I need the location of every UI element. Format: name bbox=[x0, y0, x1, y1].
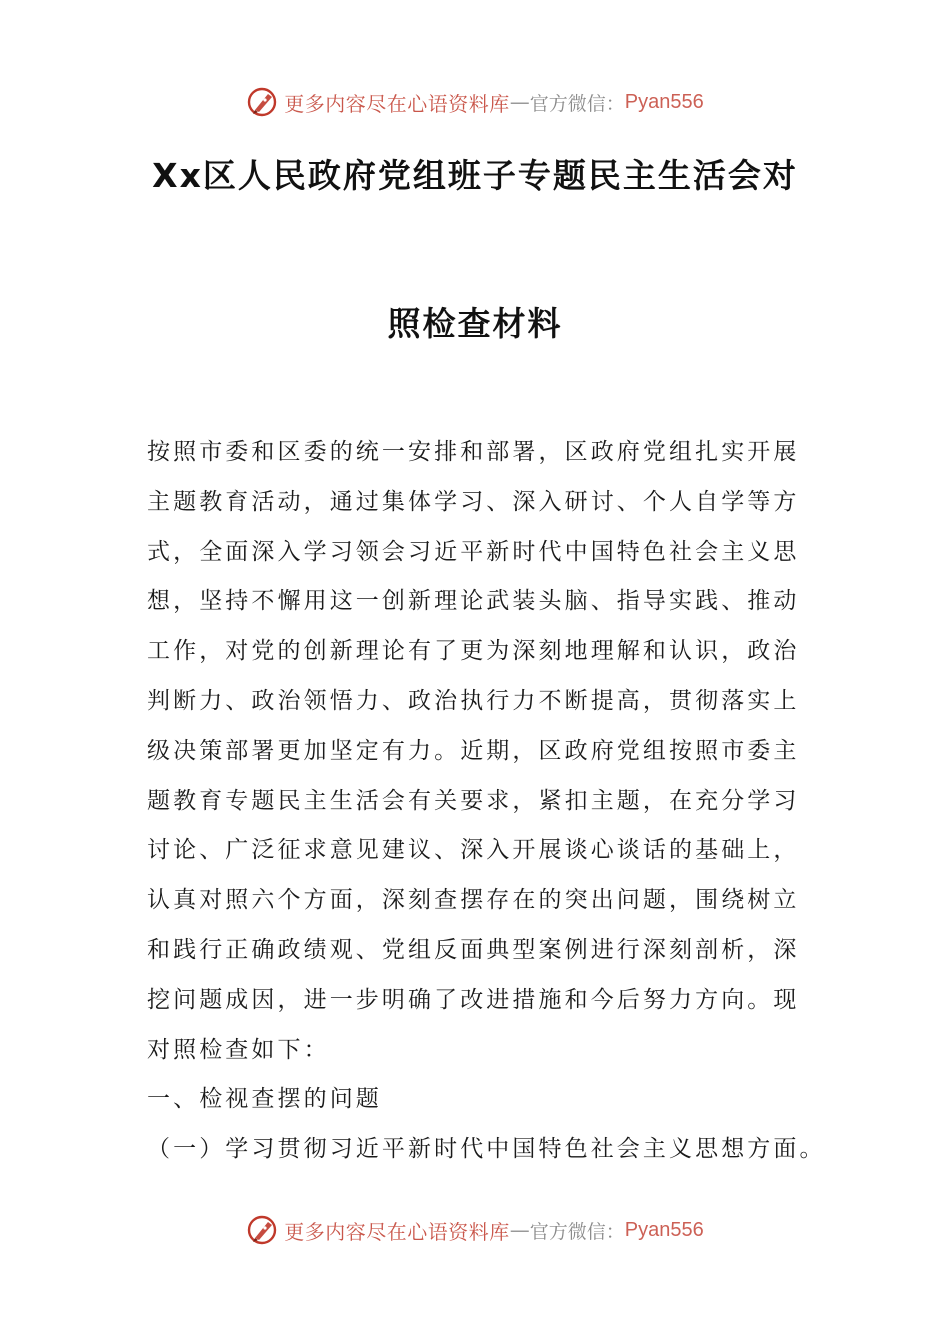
body-line: 按照市委和区委的统一安排和部署，区政府党组扎实开展 bbox=[147, 439, 800, 465]
body-line: 工作，对党的创新理论有了更为深刻地理解和认识，政治 bbox=[147, 638, 800, 665]
document-title-line-1: Xx区人民政府党组班子专题民主生活会对 bbox=[152, 156, 798, 195]
banner-dash: — bbox=[509, 90, 530, 114]
body-line: 想，坚持不懈用这一创新理论武装头脑、指导实践、推动 bbox=[147, 588, 800, 615]
body-line: 和践行正确政绩观、党组反面典型案例进行深刻剖析，深 bbox=[147, 936, 800, 963]
document-title-line-2: 照检查材料 bbox=[387, 304, 563, 343]
body-line: 级决策部署更加坚定有力。近期，区政府党组按照市委主 bbox=[147, 737, 800, 764]
banner-wechat-id: Pyan556 bbox=[624, 90, 704, 113]
footer-watermark-banner bbox=[0, 1208, 950, 1252]
body-line: 挖问题成因，进一步明确了改进措施和今后努力方向。现 bbox=[147, 986, 800, 1013]
header-watermark-banner bbox=[0, 80, 950, 124]
body-line: 讨论、广泛征求意见建议、深入开展谈心谈话的基础上， bbox=[147, 837, 800, 864]
body-line: 题教育专题民主生活会有关要求，紧扣主题，在充分学习 bbox=[147, 787, 800, 814]
banner-wechat-label: 官方微信： bbox=[529, 92, 625, 115]
banner-wechat-label: 官方微信： bbox=[529, 1220, 625, 1243]
banner-promo-text: 更多内容尽在心语资料库 bbox=[284, 1219, 510, 1244]
body-line: 对照检查如下： bbox=[147, 1036, 330, 1063]
pen-nib-logo-icon bbox=[246, 85, 280, 119]
body-line: 认真对照六个方面，深刻查摆存在的突出问题，围绕树立 bbox=[147, 887, 800, 914]
subsection-heading: （一）学习贯彻习近平新时代中国特色社会主义思想方面。 bbox=[147, 1136, 826, 1163]
body-line: 主题教育活动，通过集体学习、深入研讨、个人自学等方 bbox=[147, 488, 800, 515]
pen-nib-logo-icon bbox=[246, 1213, 280, 1247]
body-line: 式，全面深入学习领会习近平新时代中国特色社会主义思 bbox=[147, 538, 800, 565]
section-heading: 一、检视查摆的问题 bbox=[147, 1086, 382, 1113]
document-body bbox=[147, 428, 826, 1175]
body-line: 判断力、政治领悟力、政治执行力不断提高，贯彻落实上 bbox=[147, 687, 800, 714]
banner-wechat-id: Pyan556 bbox=[624, 1218, 704, 1241]
banner-promo-text: 更多内容尽在心语资料库 bbox=[284, 91, 510, 116]
banner-dash: — bbox=[509, 1218, 530, 1242]
